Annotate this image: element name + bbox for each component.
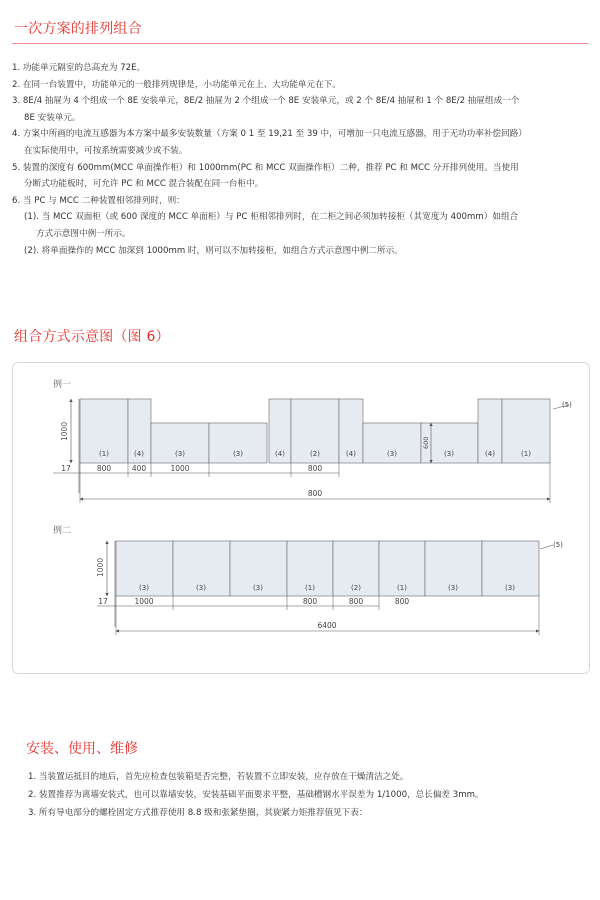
cabinet-label: (1): [397, 584, 407, 592]
title-underline: [12, 43, 588, 44]
list-item: 3. 所有导电部分的螺栓固定方式推荐使用 8.8 级和张紧垫圈，其旋紧力矩推荐值见下表：: [28, 808, 368, 818]
example2-cabinets: [116, 541, 539, 596]
cabinet-label: (1): [99, 450, 109, 458]
list-item: 分断式功能板时，可允许 PC 和 MCC 混合装配在同一台柜中。: [24, 179, 264, 190]
list-item: 1. 当装置运抵目的地后，首先应检查包装箱是否完整，若装置不立即安装，应存放在干燥清洁之处。: [28, 772, 409, 782]
list-item: 6. 当 PC 与 MCC 二种装置相邻排列时，则：: [12, 195, 185, 206]
list-item: 4. 方案中所画的电流互感器为本方案中最多安装数量（方案 0 1 至 19,21 至 39 中，可增加一只电流互感器，用于无功功率补偿回路）: [12, 129, 527, 140]
cabinet-label: (3): [444, 450, 454, 458]
section-title-arrangement: 一次方案的排列组合: [14, 21, 142, 37]
height-dimension-label: 1000: [96, 557, 105, 577]
cabinet-label: (2): [310, 450, 320, 458]
dimension-label: 1000: [170, 464, 190, 473]
cabinet-label: (3): [253, 584, 263, 592]
cabinet-label: (3): [196, 584, 206, 592]
list-item: 在实际使用中，可按系统需要减少或不装。: [24, 145, 188, 156]
example2-dimension-labels: [98, 597, 409, 606]
dimension-label: 1000: [134, 597, 154, 606]
example1-label: 例一: [53, 380, 72, 390]
depth-dimension-label: 600: [422, 436, 430, 449]
dimension-label: 800: [348, 597, 364, 606]
list-item: 1. 功能单元隔室的总高充为 72E。: [12, 63, 146, 73]
installation-text: [28, 768, 588, 822]
dimension-label: 400: [131, 464, 147, 473]
cabinet-label: (3): [139, 584, 149, 592]
cabinet-label: (1): [305, 584, 315, 592]
combination-diagram: [12, 362, 590, 674]
list-item: 2. 装置推荐为离墙安装式，也可以靠墙安装，安装基础平面要求平整，基础槽钢水平误差为 1/1000，总长偏差 3mm。: [28, 790, 484, 800]
callout-label: (5): [562, 401, 572, 409]
total-dimension-label: 6400: [317, 621, 337, 630]
cabinet-label: (3): [233, 450, 243, 458]
list-item: (2). 将单面操作的 MCC 加深到 1000mm 时，则可以不加转接柜，如组合方式示意图中例二所示。: [24, 245, 403, 256]
list-item: 8E 安装单元。: [24, 112, 81, 123]
diagram-svg: [13, 363, 589, 673]
cabinet-label: (2): [351, 584, 361, 592]
cabinet-label: (1): [521, 450, 531, 458]
callout-label: (5): [553, 541, 563, 549]
list-item: 2. 在同一台装置中，功能单元的一般排列规律是，小功能单元在上、大功能单元在下。: [12, 79, 341, 90]
dimension-label: 17: [61, 464, 71, 473]
example2-label: 例二: [53, 526, 72, 536]
cabinet-label: (4): [275, 450, 285, 458]
dimension-label: 800: [394, 597, 410, 606]
arrangement-text: [12, 60, 590, 259]
cabinet-label: (3): [505, 584, 515, 592]
total-dimension-label: 800: [307, 489, 323, 498]
list-item: (1). 当 MCC 双面柜（或 600 深度的 MCC 单面柜）与 PC 柜相邻排列时，在二柜之间必须加转接柜（其宽度为 400mm）如组合: [24, 212, 519, 223]
dimension-label: 17: [98, 597, 108, 606]
cabinet-label: (3): [175, 450, 185, 458]
example1-dimension-labels: [61, 464, 322, 473]
dimension-label: 800: [302, 597, 318, 606]
list-item: 方式示意图中例一所示。: [36, 228, 131, 239]
list-item: 3. 8E/4 抽屉为 4 个组成一个 8E 安装单元，8E/2 抽屉为 2 个组成一个 8E 安装单元，或 2 个 8E/4 抽屉和 1 个 8E/2 抽屉组成一个: [12, 96, 520, 107]
cabinet-label: (4): [485, 450, 495, 458]
cabinet-label: (4): [134, 450, 144, 458]
height-dimension-label: 1000: [60, 421, 69, 441]
callout-line: [540, 545, 553, 549]
list-item: 5. 装置的深度有 600mm(MCC 单面操作柜）和 1000mm(PC 和 MCC 双面操作柜）二种，推荐 PC 和 MCC 分开排列使用。当使用: [12, 162, 519, 173]
cabinet-label: (3): [448, 584, 458, 592]
dimension-label: 800: [96, 464, 112, 473]
dimension-label: 800: [307, 464, 323, 473]
cabinet-label: (4): [346, 450, 356, 458]
cabinet-label: (3): [387, 450, 397, 458]
section-title-diagram: 组合方式示意图（图 6）: [14, 329, 170, 345]
section-title-installation: 安装、使用、维修: [26, 741, 138, 757]
